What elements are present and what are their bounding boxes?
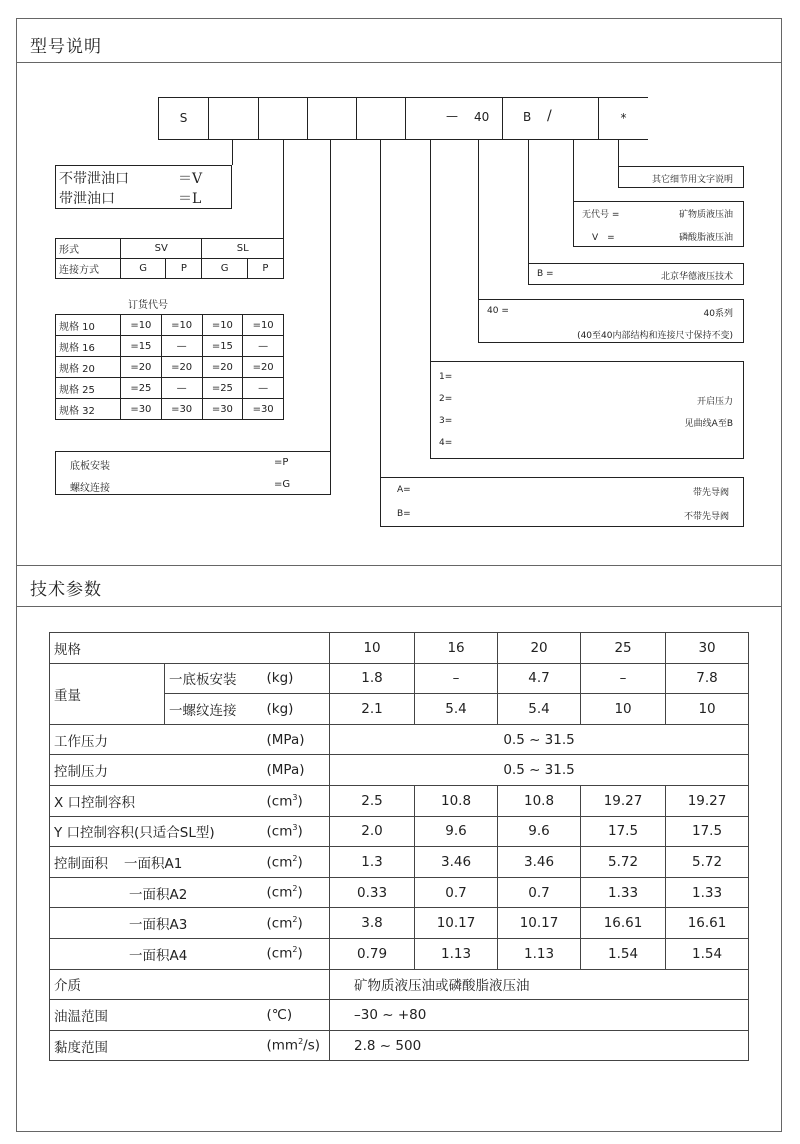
- order-cell: =15: [202, 336, 243, 357]
- order-table: [55, 314, 284, 420]
- tech-params-table: [49, 632, 749, 1061]
- fluid-mineral: 矿物质液压油: [678, 210, 733, 220]
- area-label: 控制面积: [54, 855, 108, 872]
- size-header: 30: [666, 633, 749, 664]
- order-cell: =15: [121, 336, 162, 357]
- maker-code: B =: [537, 269, 554, 279]
- param-value: 10.8: [498, 785, 581, 816]
- maker-name: 北京华德液压技术: [660, 272, 733, 282]
- order-cell: =20: [243, 357, 284, 378]
- table-row: [50, 816, 749, 847]
- param-value: 1.8: [330, 663, 415, 694]
- param-value: 2.5: [330, 785, 415, 816]
- code-cell-s: S: [158, 97, 208, 139]
- code-cell-blank: [258, 97, 307, 139]
- pressure-item: 3=: [439, 416, 453, 426]
- mount-plate-val: =P: [274, 457, 289, 468]
- order-cell: =10: [243, 315, 284, 336]
- table-row: [50, 785, 749, 816]
- pilot-b-val: 不带先导阀: [683, 512, 729, 522]
- code-cell-b: [502, 97, 598, 139]
- order-cell: =30: [161, 399, 202, 420]
- param-name: 黏度范围: [50, 1030, 263, 1061]
- param-value: 3.8: [330, 908, 415, 939]
- pressure-box: [430, 361, 744, 459]
- param-name: 控制压力: [50, 755, 263, 786]
- conn-g: G: [121, 259, 166, 279]
- leak-label-with: 带泄油口: [59, 191, 115, 207]
- param-value: 10: [666, 694, 749, 725]
- param-value: 0.5 ~ 31.5: [330, 755, 749, 786]
- param-value: 0.7: [415, 877, 498, 908]
- param-value: 17.5: [581, 816, 666, 847]
- param-value: 3.46: [415, 847, 498, 878]
- param-name: 油温范围: [50, 1000, 263, 1031]
- param-value: 0.5 ~ 31.5: [330, 724, 749, 755]
- pilot-valve-box: [380, 477, 744, 527]
- param-name: 一面积A2: [50, 877, 263, 908]
- param-name: 一底板安装: [165, 663, 263, 694]
- param-value: 5.72: [666, 847, 749, 878]
- param-value: 0.33: [330, 877, 415, 908]
- form-label: 形式: [56, 239, 121, 259]
- param-value: 2.1: [330, 694, 415, 725]
- param-value: 19.27: [581, 785, 666, 816]
- mounting-box: [55, 451, 331, 495]
- param-name: X 口控制容积: [50, 785, 263, 816]
- order-cell: =10: [202, 315, 243, 336]
- table-row: [50, 969, 749, 1000]
- size-header: 20: [498, 633, 581, 664]
- param-value: 1.54: [581, 938, 666, 969]
- maker-box: [528, 263, 744, 285]
- code-cell-star: *: [598, 97, 648, 139]
- code-cell-blank: [356, 97, 405, 139]
- param-value: 2.0: [330, 816, 415, 847]
- param-value: 1.33: [666, 877, 749, 908]
- size-label: 规格 25: [56, 378, 121, 399]
- fluid-phosphate: 磷酸脂液压油: [678, 233, 733, 243]
- order-cell: =20: [161, 357, 202, 378]
- code-cell-blank: [208, 97, 258, 139]
- spec-header: 规格: [50, 633, 330, 664]
- param-value: 16.61: [666, 908, 749, 939]
- leak-val-v: ＝V: [178, 171, 203, 187]
- param-unit: $(cm^2)$: [263, 908, 330, 939]
- pilot-a-val: 带先导阀: [692, 488, 729, 498]
- section-divider: [16, 565, 782, 566]
- section-title-params: 技术参数: [30, 580, 102, 600]
- param-value: 0.79: [330, 938, 415, 969]
- param-name: 工作压力: [50, 724, 263, 755]
- param-value: 17.5: [666, 816, 749, 847]
- param-value: 1.54: [666, 938, 749, 969]
- series-note: (40至40内部结构和连接尺寸保持不变): [577, 331, 733, 341]
- size-label: 规格 20: [56, 357, 121, 378]
- order-cell: —: [243, 378, 284, 399]
- param-unit: (kg): [263, 663, 330, 694]
- order-cell: =10: [161, 315, 202, 336]
- param-value: 16.61: [581, 908, 666, 939]
- code-maker: B: [523, 110, 532, 124]
- table-row: [50, 908, 749, 939]
- param-name: 一面积A4: [50, 938, 263, 969]
- param-name: 介质: [50, 969, 263, 1000]
- size-label: 规格 16: [56, 336, 121, 357]
- mount-plate-label: 底板安装: [70, 461, 110, 472]
- table-row: [50, 663, 749, 694]
- order-cell: —: [161, 378, 202, 399]
- param-value: 0.7: [498, 877, 581, 908]
- param-value: 5.72: [581, 847, 666, 878]
- param-unit: $(cm^3)$: [263, 816, 330, 847]
- conn-p: P: [166, 259, 202, 279]
- param-unit: (MPa): [263, 724, 330, 755]
- other-details-box: [618, 166, 744, 188]
- param-value: 矿物质液压油或磷酸脂液压油: [330, 969, 749, 1000]
- size-label: 规格 10: [56, 315, 121, 336]
- table-row: [50, 633, 749, 664]
- table-row: [50, 847, 749, 878]
- conn-g: G: [202, 259, 247, 279]
- param-unit: [263, 969, 330, 1000]
- leak-label-none: 不带泄油口: [59, 171, 129, 187]
- section-title-model: 型号说明: [30, 37, 102, 57]
- order-cell: =25: [121, 378, 162, 399]
- param-value: 5.4: [415, 694, 498, 725]
- order-cell: =25: [202, 378, 243, 399]
- pilot-b-label: B=: [397, 509, 411, 519]
- param-unit: $(cm^2)$: [263, 847, 330, 878]
- param-value: 2.8 ~ 500: [330, 1030, 749, 1061]
- leak-val-l: ＝L: [178, 191, 202, 207]
- table-row: [50, 755, 749, 786]
- param-value: 5.4: [498, 694, 581, 725]
- size-header: 16: [415, 633, 498, 664]
- code-cell-40: [405, 97, 502, 139]
- fluid-code-none: 无代号 =: [582, 210, 620, 220]
- order-cell: =20: [202, 357, 243, 378]
- param-name: 控制面积 一面积A1: [50, 847, 263, 878]
- param-unit: $(cm^3)$: [263, 785, 330, 816]
- param-unit: $(cm^2)$: [263, 877, 330, 908]
- order-cell: =10: [121, 315, 162, 336]
- other-details-text: 其它细节用文字说明: [651, 175, 733, 185]
- code-slash: /: [547, 108, 552, 124]
- code-cell-blank: [307, 97, 356, 139]
- param-value: 10: [581, 694, 666, 725]
- param-value: –: [581, 663, 666, 694]
- param-value: –30 ~ +80: [330, 1000, 749, 1031]
- code-series: 40: [474, 110, 490, 124]
- param-value: 19.27: [666, 785, 749, 816]
- param-unit: (℃): [263, 1000, 330, 1031]
- order-cell: —: [243, 336, 284, 357]
- form-sv: SV: [121, 239, 202, 259]
- param-value: 7.8: [666, 663, 749, 694]
- param-value: –: [415, 663, 498, 694]
- order-cell: =30: [121, 399, 162, 420]
- section-divider: [16, 62, 782, 63]
- order-title: 订货代号: [128, 300, 168, 311]
- table-row: [50, 1030, 749, 1061]
- mount-thread-val: =G: [274, 479, 291, 490]
- order-cell: =30: [202, 399, 243, 420]
- pressure-item: 4=: [439, 438, 453, 448]
- section-divider: [16, 606, 782, 607]
- table-row: [50, 877, 749, 908]
- param-unit: $(cm^2)$: [263, 938, 330, 969]
- param-value: 1.13: [498, 938, 581, 969]
- fluid-box: [573, 201, 744, 247]
- series-name: 40系列: [703, 309, 733, 319]
- pressure-item: 1=: [439, 372, 453, 382]
- weight-label: 重量: [50, 663, 165, 724]
- param-unit: (kg): [263, 694, 330, 725]
- order-cell: =30: [243, 399, 284, 420]
- param-value: 9.6: [415, 816, 498, 847]
- param-name: Y 口控制容积(只适合SL型): [50, 816, 263, 847]
- series-code: 40 =: [487, 306, 509, 316]
- form-sl: SL: [202, 239, 284, 259]
- code-dash: —: [446, 109, 458, 123]
- size-header: 10: [330, 633, 415, 664]
- pilot-a-label: A=: [397, 485, 411, 495]
- connection-label: 连接方式: [56, 259, 121, 279]
- param-value: 10.8: [415, 785, 498, 816]
- param-value: 1.33: [581, 877, 666, 908]
- param-value: 9.6: [498, 816, 581, 847]
- table-row: [50, 938, 749, 969]
- param-name: 一面积A3: [50, 908, 263, 939]
- param-name: 一螺纹连接: [165, 694, 263, 725]
- param-unit: $(mm^2/s)$: [263, 1030, 330, 1061]
- param-value: 10.17: [415, 908, 498, 939]
- param-value: 3.46: [498, 847, 581, 878]
- size-header: 25: [581, 633, 666, 664]
- form-table: [55, 238, 284, 279]
- series-box: [478, 299, 744, 343]
- order-cell: =20: [121, 357, 162, 378]
- param-value: 1.13: [415, 938, 498, 969]
- table-row: [50, 724, 749, 755]
- conn-p: P: [247, 259, 283, 279]
- mount-thread-label: 螺纹连接: [70, 483, 110, 494]
- curve-ref-text: 见曲线A至B: [684, 419, 733, 429]
- param-value: 4.7: [498, 663, 581, 694]
- size-label: 规格 32: [56, 399, 121, 420]
- order-cell: —: [161, 336, 202, 357]
- param-value: 10.17: [498, 908, 581, 939]
- param-unit: (MPa): [263, 755, 330, 786]
- table-row: [50, 1000, 749, 1031]
- fluid-code-v: V =: [592, 233, 615, 243]
- leak-port-box: [55, 165, 232, 209]
- pressure-item: 2=: [439, 394, 453, 404]
- param-value: 1.3: [330, 847, 415, 878]
- cracking-pressure-text: 开启压力: [696, 397, 733, 407]
